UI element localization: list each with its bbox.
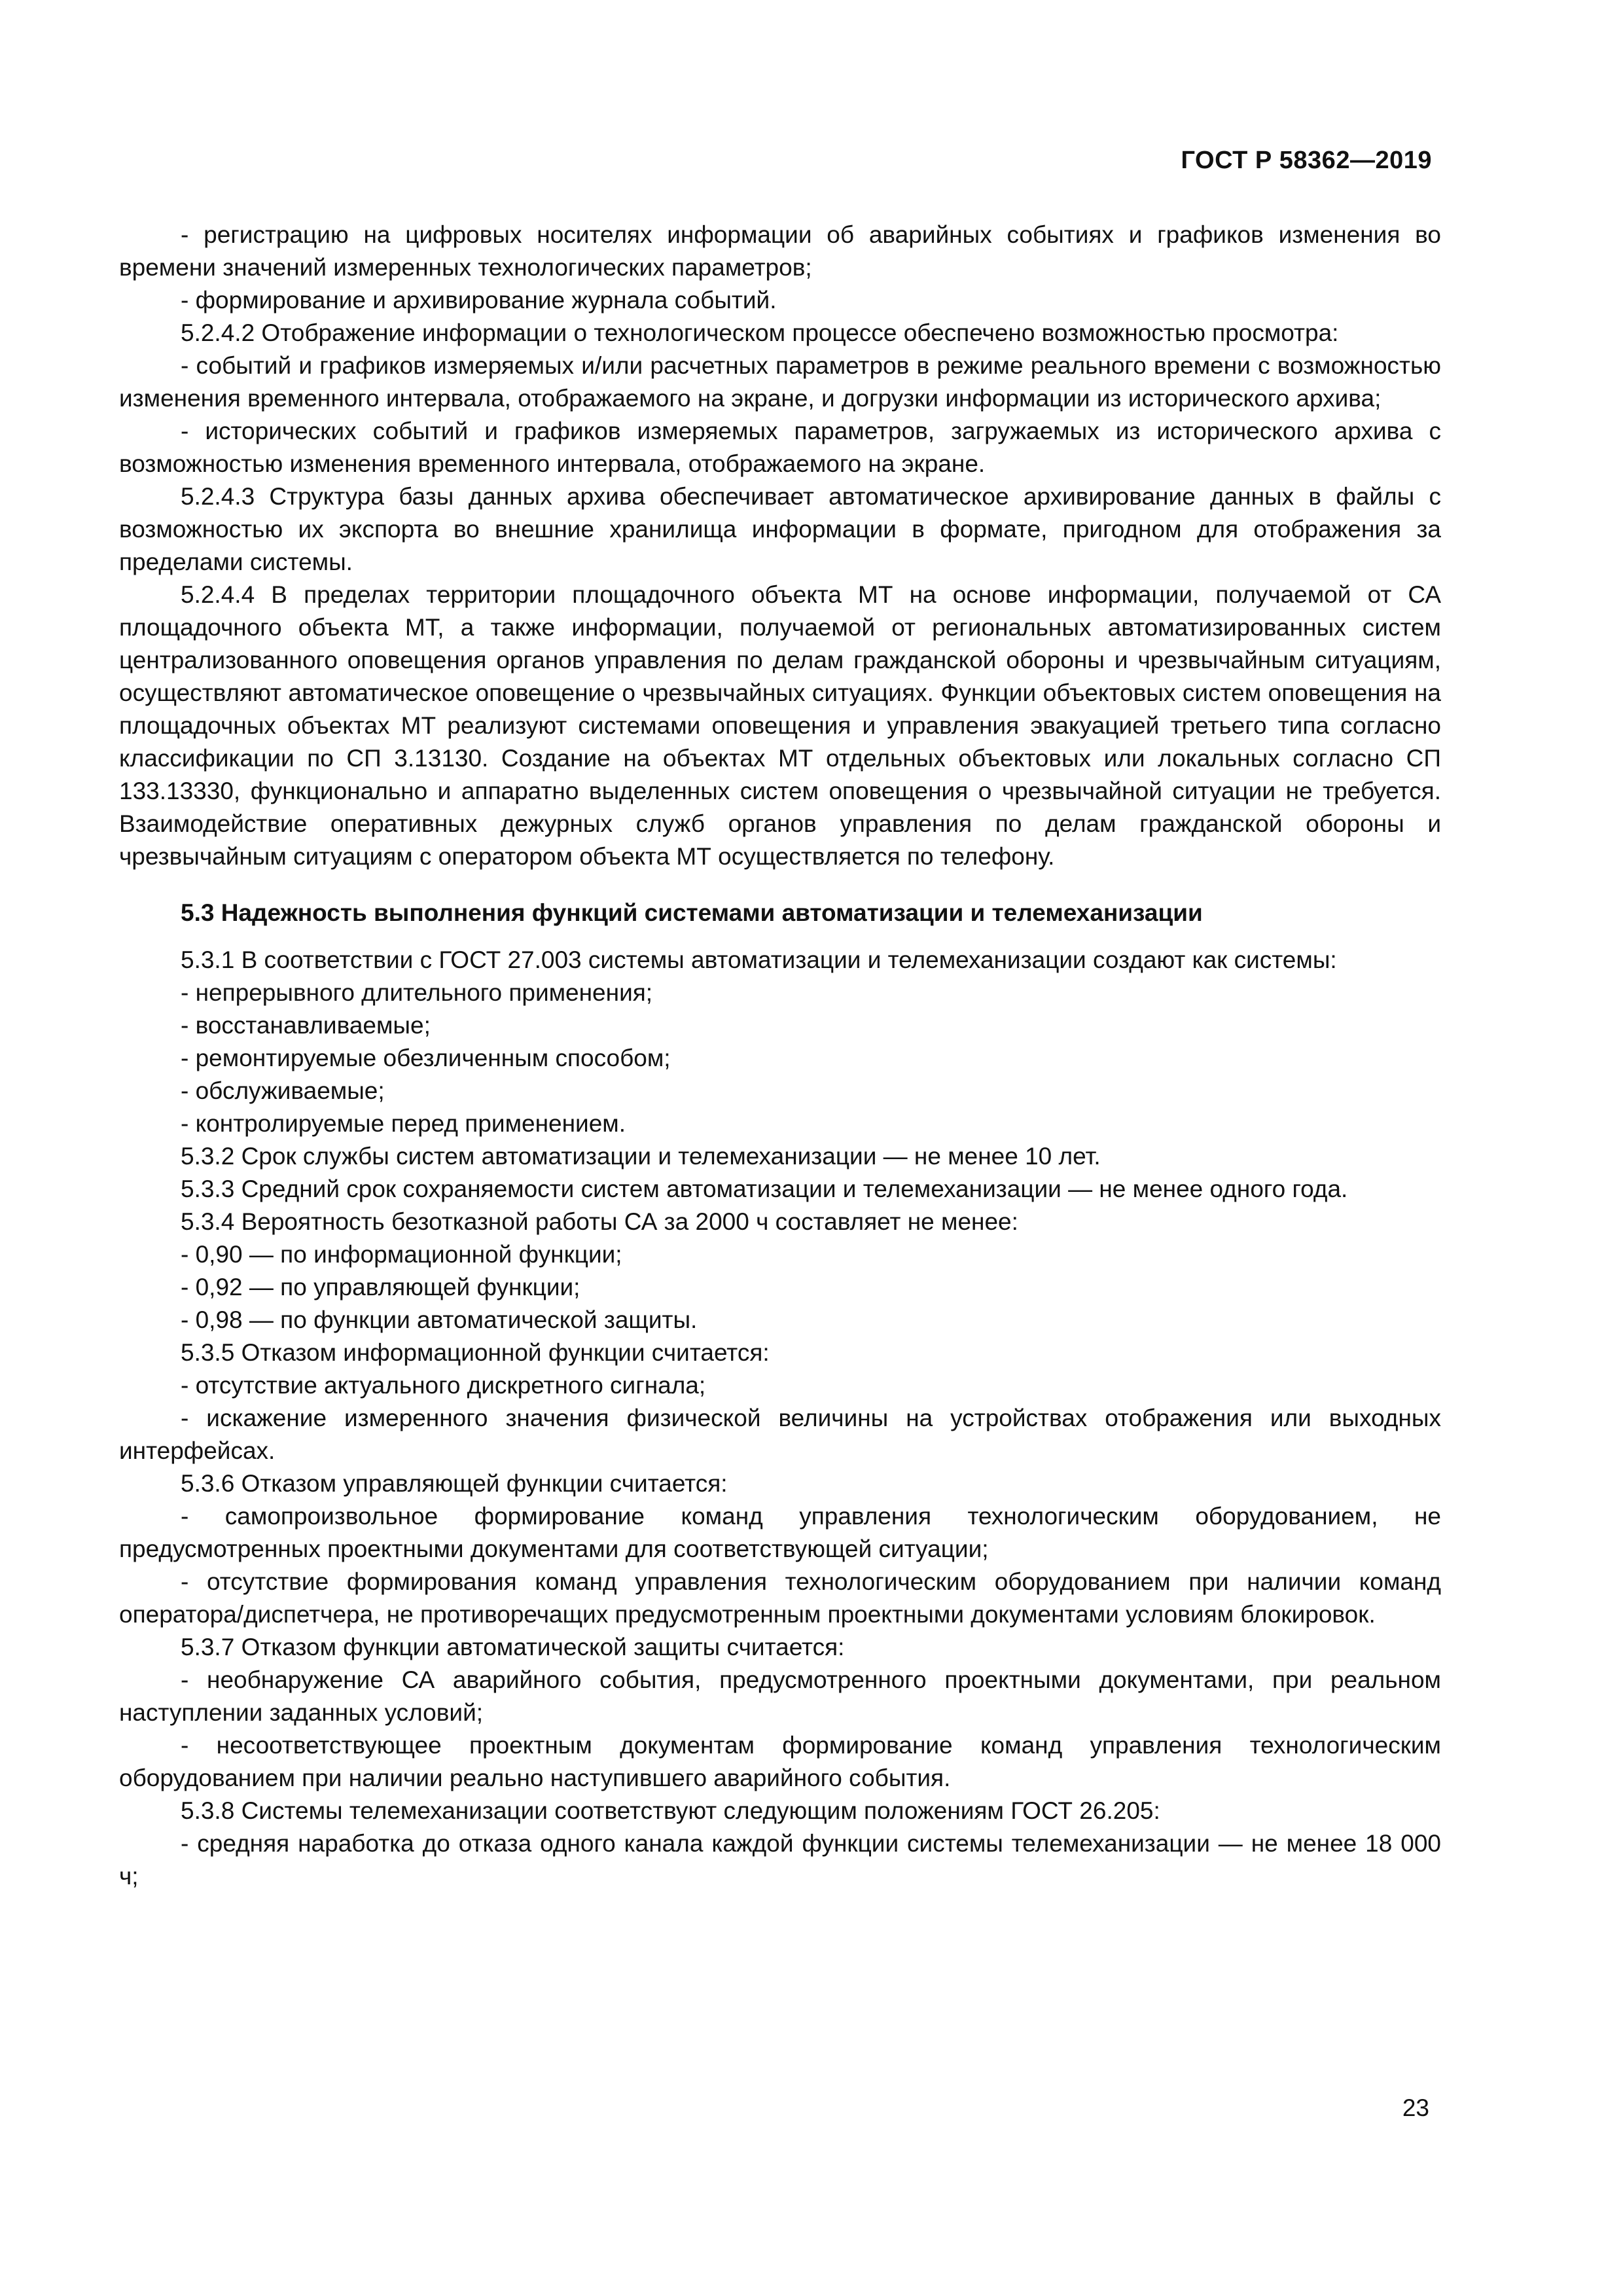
paragraph: - событий и графиков измеряемых и/или расчетных параметров в режиме реального времени с возможностью изменения временного интервала, отображаемого на экране, и догрузки информации из исторического архива; bbox=[119, 352, 1441, 412]
paragraph: - искажение измеренного значения физической величины на устройствах отображения или выходных интерфейсах. bbox=[119, 1405, 1441, 1464]
list-item: - восстанавливаемые; bbox=[181, 1012, 431, 1039]
paragraph: - самопроизвольное формирование команд управления технологическим оборудованием, не предусмотренных проектными документами для соответствующей ситуации; bbox=[119, 1503, 1441, 1562]
list-item: - непрерывного длительного применения; bbox=[181, 979, 653, 1006]
paragraph: 5.3.2 Срок службы систем автоматизации и телемеханизации — не менее 10 лет. bbox=[181, 1143, 1101, 1170]
list-item: - 0,98 — по функции автоматической защиты. bbox=[181, 1306, 698, 1333]
paragraph: 5.3.5 Отказом информационной функции считается: bbox=[181, 1339, 770, 1366]
paragraph: - средняя наработка до отказа одного канала каждой функции системы телемеханизации — не менее 18 000 ч; bbox=[119, 1830, 1441, 1890]
paragraph: - отсутствие формирования команд управления технологическим оборудованием при наличии команд оператора/диспетчера, не противоречащих предусмотренным проектными документами условиям блокировок. bbox=[119, 1568, 1441, 1628]
paragraph: 5.3.1 В соответствии с ГОСТ 27.003 системы автоматизации и телемеханизации создают как системы: bbox=[181, 946, 1337, 973]
page-number: 23 bbox=[1402, 2094, 1429, 2121]
section-heading: 5.3 Надежность выполнения функций системами автоматизации и телемеханизации bbox=[181, 899, 1203, 926]
paragraph: 5.2.4.2 Отображение информации о технологическом процессе обеспечено возможностью просмотра: bbox=[181, 319, 1339, 346]
paragraph: 5.3.8 Системы телемеханизации соответствуют следующим положениям ГОСТ 26.205: bbox=[181, 1797, 1160, 1824]
paragraph: - несоответствующее проектным документам формирование команд управления технологическим оборудованием при наличии реально наступившего аварийного события. bbox=[119, 1732, 1441, 1791]
paragraph: 5.3.4 Вероятность безотказной работы СА за 2000 ч составляет не менее: bbox=[181, 1208, 1018, 1235]
paragraph: - регистрацию на цифровых носителях информации об аварийных событиях и графиков изменения во времени значений измеренных технологических параметров; bbox=[119, 221, 1441, 281]
list-item: - обслуживаемые; bbox=[181, 1077, 385, 1104]
paragraph: 5.2.4.3 Структура базы данных архива обеспечивает автоматическое архивирование данных в файлы с возможностью их экспорта во внешние хранилища информации в формате, пригодном для отображения за пределами системы. bbox=[119, 483, 1441, 575]
list-item: - 0,92 — по управляющей функции; bbox=[181, 1274, 580, 1300]
document-code-header: ГОСТ Р 58362—2019 bbox=[1181, 147, 1432, 174]
list-item: - 0,90 — по информационной функции; bbox=[181, 1241, 622, 1268]
document-body bbox=[119, 219, 1441, 1893]
paragraph: - необнаружение СА аварийного события, предусмотренного проектными документами, при реальном наступлении заданных условий; bbox=[119, 1666, 1441, 1726]
paragraph: 5.2.4.4 В пределах территории площадочного объекта МТ на основе информации, получаемой от СА площадочного объекта МТ, а также информации, получаемой от региональных автоматизированных систем централизованного оповещения органов управления по делам гражданской обороны и чрезвычайным ситуациям, осуществляют автоматическое оповещение о чрезвычайных ситуациях. Функции объектовых систем оповещения на площадочных объектах МТ реализуют системами оповещения и управления эвакуацией третьего типа согласно классификации по СП 3.13130. Создание на объектах МТ отдельных объектовых или локальных согласно СП 133.13330, функционально и аппаратно выделенных систем оповещения о чрезвычайной ситуации не требуется. Взаимодействие оперативных дежурных служб органов управления по делам гражданской обороны и чрезвычайным ситуациям с оператором объекта МТ осуществляется по телефону. bbox=[119, 581, 1441, 870]
paragraph: 5.3.3 Средний срок сохраняемости систем автоматизации и телемеханизации — не менее одного года. bbox=[181, 1175, 1348, 1202]
paragraph: 5.3.7 Отказом функции автоматической защиты считается: bbox=[181, 1634, 845, 1660]
list-item: - контролируемые перед применением. bbox=[181, 1110, 626, 1137]
list-item: - ремонтируемые обезличенным способом; bbox=[181, 1045, 671, 1071]
paragraph: - формирование и архивирование журнала событий. bbox=[181, 287, 777, 314]
list-item: - отсутствие актуального дискретного сигнала; bbox=[181, 1372, 706, 1399]
paragraph: 5.3.6 Отказом управляющей функции считается: bbox=[181, 1470, 728, 1497]
paragraph: - исторических событий и графиков измеряемых параметров, загружаемых из исторического архива с возможностью изменения временного интервала, отображаемого на экране. bbox=[119, 418, 1441, 477]
